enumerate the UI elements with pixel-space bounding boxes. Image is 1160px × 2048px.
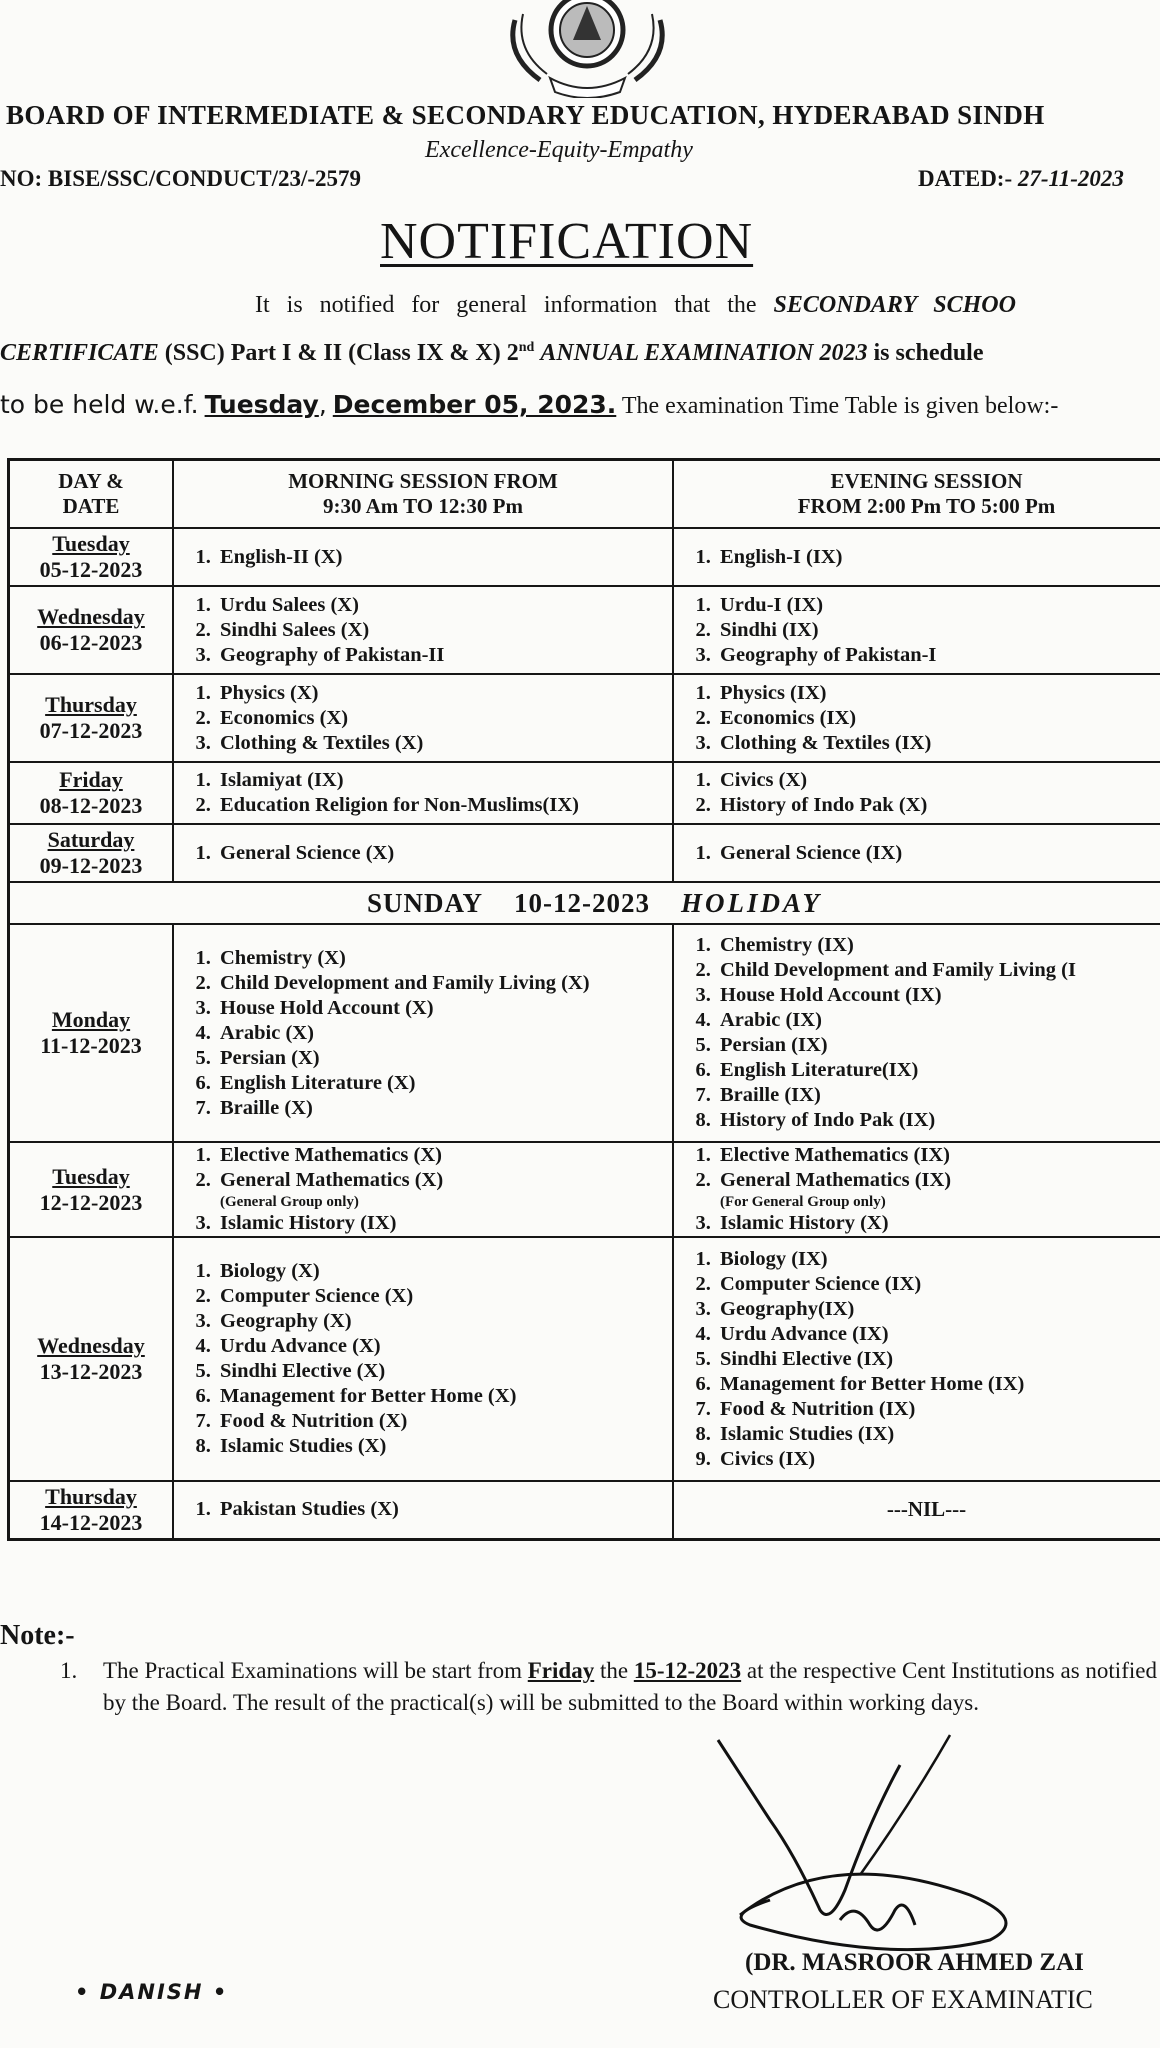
schedule-row (9, 1142, 1160, 1237)
subject-item: 1. Pakistan Studies (X) (216, 1497, 658, 1522)
subject-item: 9. Civics (IX) (716, 1447, 1160, 1472)
day-date-cell (9, 924, 174, 1142)
schedule-row (9, 1237, 1160, 1481)
subject-item: 3. Clothing & Textiles (X) (216, 731, 658, 756)
subject-item: 7. Food & Nutrition (X) (216, 1409, 658, 1434)
schedule-row (9, 586, 1160, 674)
subject-item: 7. Food & Nutrition (IX) (716, 1397, 1160, 1422)
note-item: 1. The Practical Examinations will be start from Friday the 15-12-2023 at the respective Cent Institutions as notified by the Board. The result of the practical(s) will be submitted to the Board within working days. (60, 1658, 1157, 1715)
header-evening: EVENING SESSION FROM 2:00 Pm TO 5:00 Pm (673, 460, 1160, 529)
day-name: Friday (59, 767, 123, 792)
schedule-row (9, 824, 1160, 882)
morning-subjects-cell (173, 924, 673, 1142)
subject-item: 6. English Literature (X) (216, 1071, 658, 1096)
subject-item: 2. General Mathematics (IX) (For General Group only) (716, 1168, 1160, 1211)
day-date-cell (9, 824, 174, 882)
morning-subjects-cell (173, 1481, 673, 1539)
header-morning: MORNING SESSION FROM 9:30 Am TO 12:30 Pm (173, 460, 673, 529)
subject-item: 2. Computer Science (IX) (716, 1272, 1160, 1297)
subject-item: 3. Geography of Pakistan-I (716, 643, 1160, 668)
day-date-cell (9, 528, 174, 586)
day-name: Wednesday (37, 1333, 145, 1358)
day-date-cell (9, 674, 174, 762)
timetable (7, 458, 1160, 1541)
subject-item: 1. English-II (X) (216, 545, 658, 570)
subject-item: 6. Management for Better Home (X) (216, 1384, 658, 1409)
evening-subjects-cell (673, 586, 1160, 674)
group-note: (For General Group only) (720, 1194, 886, 1210)
evening-subjects-cell (673, 924, 1160, 1142)
subject-item: 4. Urdu Advance (X) (216, 1334, 658, 1359)
day-name: Tuesday (52, 1163, 130, 1189)
subject-item: 5. Persian (X) (216, 1046, 658, 1071)
subject-item: 8. History of Indo Pak (IX) (716, 1108, 1160, 1133)
subject-item: 2. Child Development and Family Living (X) (216, 971, 658, 996)
exam-date: 14-12-2023 (39, 1509, 143, 1535)
exam-date: 07-12-2023 (39, 718, 143, 743)
exam-date: 11-12-2023 (40, 1033, 142, 1058)
page-title: NOTIFICATION (380, 213, 754, 270)
day-name: Thursday (45, 1483, 137, 1509)
subject-item: 2. General Mathematics (X) (General Group only) (216, 1168, 658, 1211)
subject-item: 7. Braille (X) (216, 1096, 658, 1121)
evening-subjects-cell (673, 1142, 1160, 1237)
exam-date: 12-12-2023 (39, 1189, 143, 1215)
morning-subjects-cell (173, 824, 673, 882)
evening-subjects-cell (673, 762, 1160, 824)
schedule-row (9, 528, 1160, 586)
evening-subjects-cell (673, 824, 1160, 882)
subject-item: 1. General Science (IX) (716, 841, 1160, 866)
subject-item: 1. Islamiyat (IX) (216, 768, 658, 793)
day-name: Monday (51, 1007, 131, 1032)
morning-subjects-cell (173, 528, 673, 586)
exam-date: 09-12-2023 (39, 853, 143, 878)
subject-item: 2. Child Development and Family Living (I (716, 958, 1160, 983)
subject-item: 3. House Hold Account (IX) (716, 983, 1160, 1008)
subject-item: 1. Elective Mathematics (X) (216, 1143, 658, 1168)
signature-icon (710, 1725, 1070, 1970)
subject-item: 4. Arabic (X) (216, 1021, 658, 1046)
day-name: Thursday (45, 692, 137, 717)
day-date-cell (9, 762, 174, 824)
day-date-cell (9, 1142, 174, 1237)
subject-item: 1. Chemistry (IX) (716, 933, 1160, 958)
exam-date: 13-12-2023 (39, 1359, 143, 1384)
subject-item: 3. Geography of Pakistan-II (216, 643, 658, 668)
subject-item: 4. Arabic (IX) (716, 1008, 1160, 1033)
morning-subjects-cell (173, 762, 673, 824)
intro-line-2: CERTIFICATE (SSC) Part I & II (Class IX & X) 2nd ANNUAL EXAMINATION 2023 is schedule (0, 340, 984, 366)
subject-item: 1. Civics (X) (716, 768, 1160, 793)
subject-item: 1. Biology (IX) (716, 1247, 1160, 1272)
board-name: BOARD OF INTERMEDIATE & SECONDARY EDUCATION, HYDERABAD SINDH (6, 100, 1045, 130)
schedule-row (9, 674, 1160, 762)
morning-subjects-cell (173, 674, 673, 762)
morning-subjects-cell (173, 1237, 673, 1481)
dated-label: DATED:- (918, 166, 1013, 191)
subject-item: 1. Chemistry (X) (216, 946, 658, 971)
schedule-row (9, 762, 1160, 824)
subject-item: 8. Islamic Studies (IX) (716, 1422, 1160, 1447)
subject-item: 2. Education Religion for Non-Muslims(IX) (216, 793, 658, 818)
subject-item: 5. Sindhi Elective (IX) (716, 1347, 1160, 1372)
subject-item: 5. Sindhi Elective (X) (216, 1359, 658, 1384)
schedule-row (9, 1481, 1160, 1539)
signature-initials: Masroor (710, 1725, 714, 1726)
subject-item: 3. Geography(IX) (716, 1297, 1160, 1322)
subject-item: 2. Computer Science (X) (216, 1284, 658, 1309)
exam-date: 06-12-2023 (39, 630, 143, 655)
footer-mark: • DANISH • (75, 1980, 229, 2004)
evening-subjects-cell (673, 528, 1160, 586)
timetable-header (9, 460, 1160, 529)
subject-item: 4. Urdu Advance (IX) (716, 1322, 1160, 1347)
subject-item: 6. Management for Better Home (IX) (716, 1372, 1160, 1397)
subject-item: 2. Sindhi (IX) (716, 618, 1160, 643)
evening-subjects-cell (673, 1237, 1160, 1481)
day-name: Saturday (47, 827, 135, 852)
subject-item: 1. Elective Mathematics (IX) (716, 1143, 1160, 1168)
intro-line-1: It is notified for general information that the SECONDARY SCHOO (255, 292, 1016, 318)
subject-item: 3. Islamic History (IX) (216, 1211, 658, 1236)
subject-item: 1. Physics (IX) (716, 681, 1160, 706)
schedule-row (9, 924, 1160, 1142)
subject-item: 2. Economics (IX) (716, 706, 1160, 731)
evening-subjects-cell (673, 1481, 1160, 1539)
subject-item: 3. Islamic History (X) (716, 1211, 1160, 1236)
note-heading: Note:- (0, 1620, 75, 1651)
reference-number: NO: BISE/SSC/CONDUCT/23/-2579 (0, 166, 362, 191)
subject-item: 1. Urdu Salees (X) (216, 593, 658, 618)
day-date-cell (9, 1237, 174, 1481)
subject-item: 2. History of Indo Pak (X) (716, 793, 1160, 818)
board-motto: Excellence-Equity-Empathy (425, 137, 693, 163)
exam-date: 05-12-2023 (39, 557, 143, 582)
signatory-name: (DR. MASROOR AHMED ZAI (745, 1949, 1084, 1976)
board-seal-icon (495, 0, 680, 98)
notification-date (918, 166, 1124, 192)
group-note: (General Group only) (220, 1194, 359, 1210)
subject-item: 2. Sindhi Salees (X) (216, 618, 658, 643)
subject-item: 3. Clothing & Textiles (IX) (716, 731, 1160, 756)
subject-item: 5. Persian (IX) (716, 1033, 1160, 1058)
intro-line-3: to be held w.e.f. Tuesday, December 05, 2023. The examination Time Table is given below:- (0, 390, 1059, 419)
holiday-row (9, 882, 1160, 924)
evening-subjects-cell (673, 674, 1160, 762)
day-name: Tuesday (52, 531, 130, 556)
morning-subjects-cell (173, 1142, 673, 1237)
subject-item: 1. Physics (X) (216, 681, 658, 706)
subject-item: 3. Geography (X) (216, 1309, 658, 1334)
subject-item: 1. Biology (X) (216, 1259, 658, 1284)
subject-item: 1. English-I (IX) (716, 545, 1160, 570)
header-day-date: DAY & DATE (9, 460, 174, 529)
exam-date: 08-12-2023 (39, 793, 143, 818)
holiday-cell: SUNDAY 10-12-2023 HOLIDAY (9, 882, 1160, 924)
subject-item: 1. Urdu-I (IX) (716, 593, 1160, 618)
nil-text: ---NIL--- (886, 1497, 967, 1522)
day-date-cell (9, 1481, 174, 1539)
day-name: Wednesday (37, 604, 145, 629)
morning-subjects-cell (173, 586, 673, 674)
subject-item: 7. Braille (IX) (716, 1083, 1160, 1108)
subject-item: 2. Economics (X) (216, 706, 658, 731)
day-date-cell (9, 586, 174, 674)
subject-item: 1. General Science (X) (216, 841, 658, 866)
subject-item: 3. House Hold Account (X) (216, 996, 658, 1021)
dated-value: 27-11-2023 (1017, 166, 1124, 191)
subject-item: 8. Islamic Studies (X) (216, 1434, 658, 1459)
subject-item: 6. English Literature(IX) (716, 1058, 1160, 1083)
signatory-title: CONTROLLER OF EXAMINATIC (713, 1985, 1093, 2014)
